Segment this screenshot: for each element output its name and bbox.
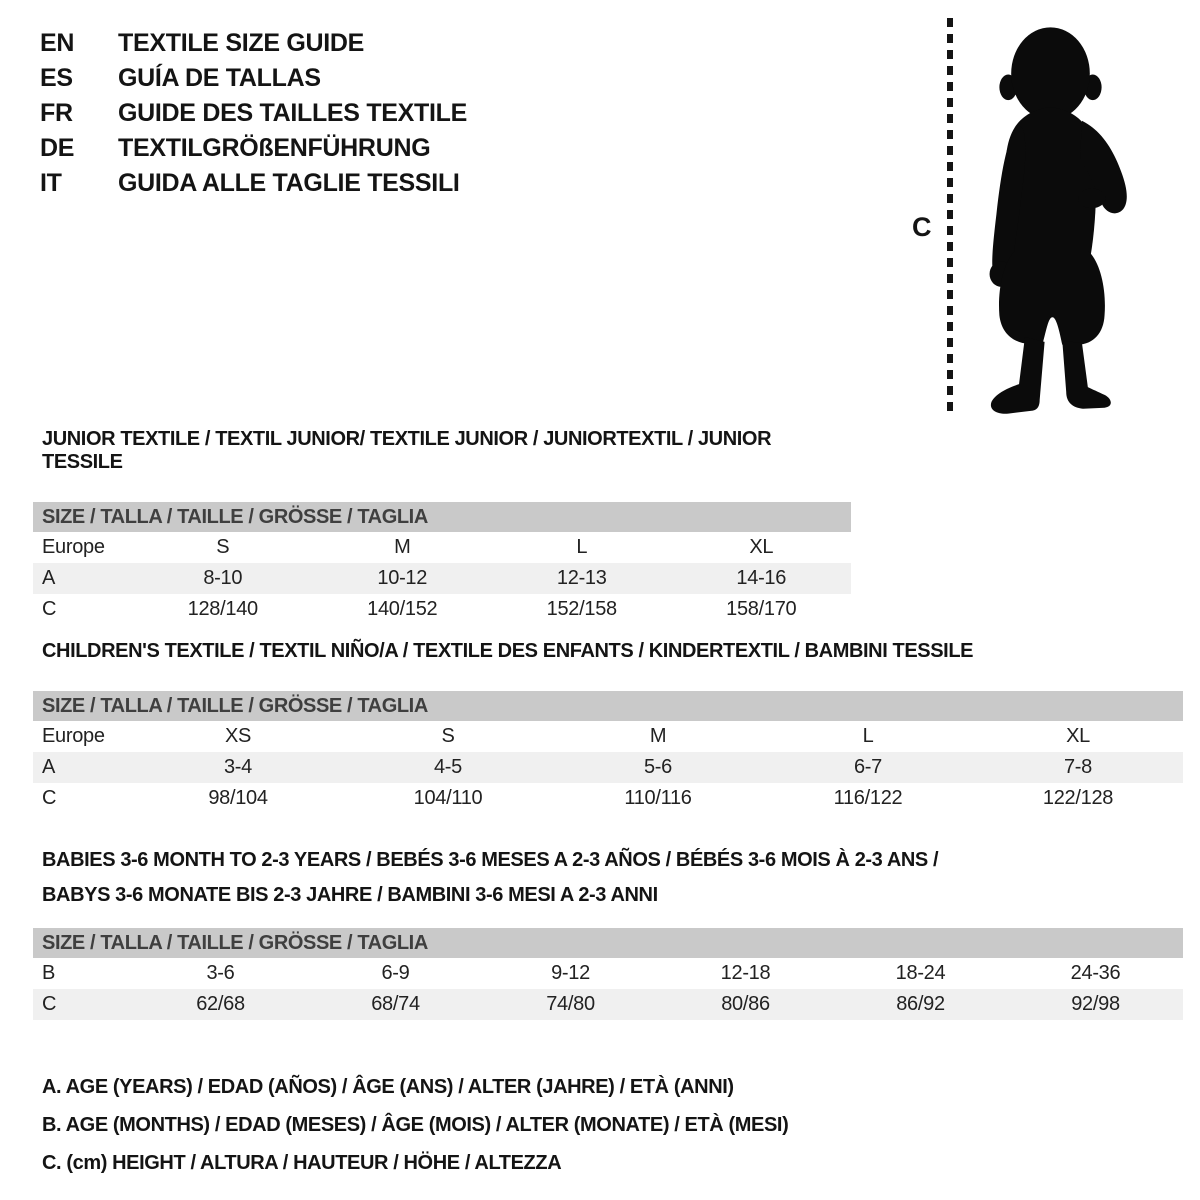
table-row-europe	[33, 532, 851, 563]
section-babies-textile	[33, 843, 1183, 1020]
language-code: ES	[40, 64, 73, 92]
size-cell: L	[576, 536, 588, 558]
row-label: A	[42, 567, 56, 589]
size-header-bar: SIZE / TALLA / TAILLE / GRÖSSE / TAGLIA	[33, 691, 1183, 721]
language-row-es	[40, 61, 467, 96]
size-cell: XL	[1066, 725, 1090, 747]
section-title	[33, 843, 1183, 913]
age-cell: 3-4	[223, 756, 252, 778]
age-cell: 12-18	[720, 962, 771, 984]
height-measure-dashed-line	[947, 18, 953, 418]
language-title: GUIDA ALLE TAGLIE TESSILI	[118, 169, 460, 197]
age-cell: 3-6	[206, 962, 235, 984]
height-cell: 140/152	[367, 598, 438, 620]
size-header-bar: SIZE / TALLA / TAILLE / GRÖSSE / TAGLIA	[33, 928, 1183, 958]
language-row-fr	[40, 96, 467, 131]
table-row-height	[33, 783, 1183, 814]
height-figure	[900, 0, 1160, 430]
age-cell: 5-6	[643, 756, 672, 778]
section-title-line1: BABIES 3-6 MONTH TO 2-3 YEARS / BEBÉS 3-6 MESES A 2-3 AÑOS / BÉBÉS 3-6 MOIS À 2-3 ANS /	[42, 849, 939, 871]
height-cell: 68/74	[371, 993, 420, 1015]
row-label: B	[42, 962, 56, 984]
row-label: Europe	[42, 536, 105, 558]
age-cell: 6-7	[853, 756, 882, 778]
table-row-age	[33, 752, 1183, 783]
size-cell: S	[216, 536, 230, 558]
size-cell: M	[394, 536, 411, 558]
table-row-age	[33, 563, 851, 594]
age-cell: 10-12	[377, 567, 428, 589]
size-cell: XL	[749, 536, 774, 558]
height-cell: 110/116	[624, 787, 692, 809]
size-cell: S	[441, 725, 455, 747]
table-row-height	[33, 594, 851, 625]
age-cell: 9-12	[551, 962, 590, 984]
language-code: EN	[40, 29, 75, 57]
legend-line-a: A. AGE (YEARS) / EDAD (AÑOS) / ÂGE (ANS) / ALTER (JAHRE) / ETÀ (ANNI)	[42, 1076, 734, 1098]
age-cell: 14-16	[736, 567, 787, 589]
language-code: FR	[40, 99, 73, 127]
language-code: IT	[40, 169, 62, 197]
height-cell: 92/98	[1071, 993, 1120, 1015]
row-label: C	[42, 598, 57, 620]
size-cell: L	[862, 725, 874, 747]
height-cell: 128/140	[187, 598, 258, 620]
height-cell: 104/110	[413, 787, 483, 809]
language-row-it	[40, 166, 467, 201]
row-label: Europe	[42, 725, 105, 747]
age-cell: 8-10	[203, 567, 243, 589]
height-cell: 122/128	[1042, 787, 1114, 809]
height-cell: 86/92	[896, 993, 945, 1015]
language-title: GUÍA DE TALLAS	[118, 64, 321, 92]
section-title: CHILDREN'S TEXTILE / TEXTIL NIÑO/A / TEXTILE DES ENFANTS / KINDERTEXTIL / BAMBINI TESSILE	[42, 640, 974, 662]
row-label: C	[42, 993, 57, 1015]
table-row-europe	[33, 721, 1183, 752]
age-cell: 6-9	[381, 962, 410, 984]
language-title: TEXTILGRÖßENFÜHRUNG	[118, 134, 431, 162]
section-children-textile	[33, 640, 1183, 814]
size-cell: M	[649, 725, 667, 747]
height-cell: 80/86	[721, 993, 770, 1015]
legend-line-c: C. (cm) HEIGHT / ALTURA / HAUTEUR / HÖHE / ALTEZZA	[42, 1152, 562, 1174]
height-cell: 62/68	[196, 993, 245, 1015]
table-row-height	[33, 989, 1183, 1020]
measure-label-c: C	[912, 212, 932, 242]
height-cell: 98/104	[208, 787, 268, 809]
size-cell: XS	[224, 725, 252, 747]
section-junior-textile	[33, 428, 851, 625]
height-cell: 158/170	[726, 598, 797, 620]
age-cell: 7-8	[1063, 756, 1092, 778]
height-cell: 74/80	[546, 993, 595, 1015]
row-label: A	[42, 756, 56, 778]
toddler-silhouette-icon	[964, 20, 1136, 418]
section-title: JUNIOR TEXTILE / TEXTIL JUNIOR/ TEXTILE JUNIOR / JUNIORTEXTIL / JUNIOR TESSILE	[42, 428, 772, 473]
row-label: C	[42, 787, 57, 809]
size-header-bar: SIZE / TALLA / TAILLE / GRÖSSE / TAGLIA	[33, 502, 851, 532]
table-row-age-months	[33, 958, 1183, 989]
height-cell: 116/122	[833, 787, 903, 809]
legend	[42, 1068, 788, 1182]
age-cell: 4-5	[433, 756, 462, 778]
language-title: TEXTILE SIZE GUIDE	[118, 29, 365, 57]
legend-line-b: B. AGE (MONTHS) / EDAD (MESES) / ÂGE (MOIS) / ALTER (MONATE) / ETÀ (MESI)	[42, 1114, 789, 1136]
age-cell: 18-24	[895, 962, 946, 984]
age-cell: 24-36	[1070, 962, 1121, 984]
language-title: GUIDE DES TAILLES TEXTILE	[118, 99, 468, 127]
language-list	[40, 26, 467, 201]
language-row-en	[40, 26, 467, 61]
height-cell: 152/158	[546, 598, 617, 620]
age-cell: 12-13	[556, 567, 607, 589]
section-title-line2: BABYS 3-6 MONATE BIS 2-3 JAHRE / BAMBINI 3-6 MESI A 2-3 ANNI	[42, 884, 658, 906]
language-code: DE	[40, 134, 75, 162]
language-row-de	[40, 131, 467, 166]
